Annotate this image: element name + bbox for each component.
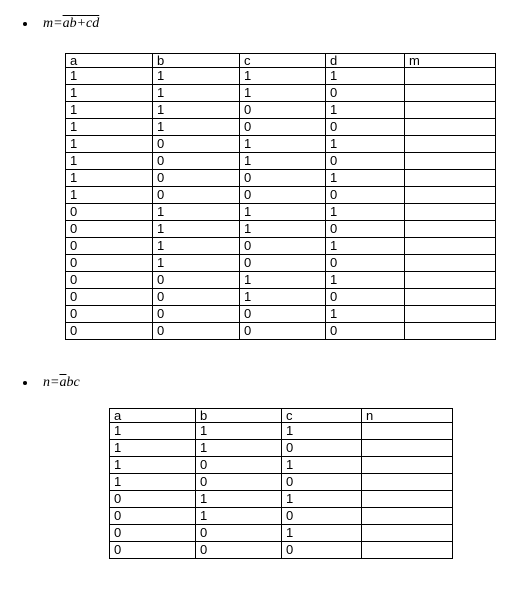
table-m-cell-m bbox=[405, 153, 496, 170]
table-m-cell-b: 0 bbox=[153, 306, 240, 323]
table-row bbox=[66, 238, 496, 255]
table-m-cell-m bbox=[405, 136, 496, 153]
table-n-cell-c: 0 bbox=[282, 474, 362, 491]
table-m-cell-d: 0 bbox=[326, 85, 405, 102]
table-m-cell-m bbox=[405, 238, 496, 255]
table-n-header-a: a bbox=[110, 409, 196, 423]
table-m-cell-b: 0 bbox=[153, 289, 240, 306]
table-n-cell-c: 1 bbox=[282, 457, 362, 474]
table-m-cell-a: 0 bbox=[66, 306, 153, 323]
table-row bbox=[110, 474, 453, 491]
table-m-cell-a: 0 bbox=[66, 204, 153, 221]
table-m-cell-c: 0 bbox=[240, 170, 326, 187]
table-n-header-n: n bbox=[362, 409, 453, 423]
table-row bbox=[110, 423, 453, 440]
table-m-cell-a: 1 bbox=[66, 68, 153, 85]
table-n-cell-c: 0 bbox=[282, 542, 362, 559]
table-n-cell-n bbox=[362, 440, 453, 457]
formula-m-term-ab: ab bbox=[62, 16, 77, 31]
table-m-cell-b: 0 bbox=[153, 170, 240, 187]
table-n-cell-n bbox=[362, 457, 453, 474]
table-m-cell-c: 0 bbox=[240, 187, 326, 204]
table-m-cell-m bbox=[405, 272, 496, 289]
table-n-cell-b: 0 bbox=[196, 457, 282, 474]
table-row bbox=[110, 542, 453, 559]
table-m-cell-b: 0 bbox=[153, 136, 240, 153]
table-n-cell-n bbox=[362, 423, 453, 440]
table-m-cell-d: 0 bbox=[326, 119, 405, 136]
formula-m-lhs: m bbox=[43, 16, 54, 31]
table-m-cell-b: 1 bbox=[153, 119, 240, 136]
table-m-cell-a: 0 bbox=[66, 238, 153, 255]
table-m-cell-c: 0 bbox=[240, 119, 326, 136]
table-n-cell-a: 1 bbox=[110, 457, 196, 474]
table-n-cell-b: 1 bbox=[196, 423, 282, 440]
table-m-cell-d: 0 bbox=[326, 323, 405, 340]
table-row bbox=[66, 255, 496, 272]
table-m-cell-m bbox=[405, 170, 496, 187]
table-m-cell-a: 0 bbox=[66, 289, 153, 306]
table-m-cell-m bbox=[405, 187, 496, 204]
table-m-header-m: m bbox=[405, 54, 496, 68]
table-m-cell-b: 0 bbox=[153, 323, 240, 340]
table-m-cell-b: 1 bbox=[153, 68, 240, 85]
table-m-cell-b: 1 bbox=[153, 221, 240, 238]
table-m-cell-d: 0 bbox=[326, 153, 405, 170]
table-m-cell-c: 1 bbox=[240, 85, 326, 102]
table-row bbox=[66, 187, 496, 204]
bullet-point-2 bbox=[23, 381, 27, 385]
table-row bbox=[66, 85, 496, 102]
table-m-cell-d: 0 bbox=[326, 255, 405, 272]
table-n-cell-a: 0 bbox=[110, 508, 196, 525]
table-m-cell-b: 1 bbox=[153, 255, 240, 272]
table-n-cell-n bbox=[362, 508, 453, 525]
table-m-cell-m bbox=[405, 255, 496, 272]
table-m-header-a: a bbox=[66, 54, 153, 68]
table-row bbox=[66, 306, 496, 323]
table-row bbox=[66, 289, 496, 306]
table-m-cell-a: 1 bbox=[66, 119, 153, 136]
truth-table-m bbox=[65, 53, 496, 340]
table-n-cell-b: 1 bbox=[196, 440, 282, 457]
table-m-cell-d: 1 bbox=[326, 136, 405, 153]
table-n-cell-n bbox=[362, 525, 453, 542]
table-row bbox=[66, 221, 496, 238]
table-m-cell-m bbox=[405, 289, 496, 306]
table-row bbox=[66, 204, 496, 221]
table-m-cell-a: 1 bbox=[66, 170, 153, 187]
table-m-cell-c: 1 bbox=[240, 136, 326, 153]
table-n-cell-n bbox=[362, 542, 453, 559]
table-m-cell-a: 1 bbox=[66, 102, 153, 119]
table-m-cell-d: 0 bbox=[326, 221, 405, 238]
table-m-cell-c: 0 bbox=[240, 255, 326, 272]
table-n-cell-b: 1 bbox=[196, 491, 282, 508]
table-m-header-b: b bbox=[153, 54, 240, 68]
table-row bbox=[66, 136, 496, 153]
table-n-cell-c: 0 bbox=[282, 508, 362, 525]
table-row bbox=[110, 491, 453, 508]
table-n-cell-a: 0 bbox=[110, 525, 196, 542]
table-m-cell-d: 1 bbox=[326, 68, 405, 85]
formula-m bbox=[43, 16, 99, 32]
table-row bbox=[66, 68, 496, 85]
table-m-cell-m bbox=[405, 204, 496, 221]
formula-n bbox=[43, 375, 80, 391]
table-m-cell-b: 0 bbox=[153, 153, 240, 170]
table-row bbox=[66, 102, 496, 119]
table-m-cell-c: 0 bbox=[240, 238, 326, 255]
table-n-cell-b: 0 bbox=[196, 525, 282, 542]
truth-table-n bbox=[109, 408, 453, 559]
table-n-cell-b: 1 bbox=[196, 508, 282, 525]
table-n-cell-c: 1 bbox=[282, 423, 362, 440]
bullet-point-1 bbox=[23, 22, 27, 26]
table-m-cell-a: 0 bbox=[66, 221, 153, 238]
table-m-cell-m bbox=[405, 119, 496, 136]
table-m-cell-m bbox=[405, 306, 496, 323]
table-m-cell-m bbox=[405, 323, 496, 340]
table-m-cell-b: 0 bbox=[153, 272, 240, 289]
table-n-cell-c: 1 bbox=[282, 491, 362, 508]
table-m-cell-d: 0 bbox=[326, 289, 405, 306]
table-m-cell-a: 0 bbox=[66, 323, 153, 340]
table-row bbox=[110, 508, 453, 525]
table-m-cell-d: 1 bbox=[326, 306, 405, 323]
table-m-cell-d: 1 bbox=[326, 272, 405, 289]
table-m-cell-b: 1 bbox=[153, 204, 240, 221]
table-m-cell-c: 0 bbox=[240, 102, 326, 119]
formula-m-plus: + bbox=[76, 16, 87, 31]
table-row bbox=[110, 457, 453, 474]
table-m-cell-b: 1 bbox=[153, 85, 240, 102]
table-row bbox=[66, 272, 496, 289]
table-m-header-row bbox=[66, 54, 496, 68]
table-row bbox=[66, 153, 496, 170]
table-n-cell-a: 1 bbox=[110, 474, 196, 491]
table-m-cell-c: 1 bbox=[240, 153, 326, 170]
table-n-cell-a: 1 bbox=[110, 440, 196, 457]
table-m-cell-b: 1 bbox=[153, 102, 240, 119]
table-m-cell-d: 0 bbox=[326, 187, 405, 204]
table-m-cell-m bbox=[405, 68, 496, 85]
table-m-cell-c: 1 bbox=[240, 68, 326, 85]
table-n-cell-a: 0 bbox=[110, 542, 196, 559]
table-m-cell-b: 1 bbox=[153, 238, 240, 255]
table-m-cell-m bbox=[405, 85, 496, 102]
table-n-cell-a: 1 bbox=[110, 423, 196, 440]
formula-n-equals: = bbox=[50, 375, 60, 390]
table-m-cell-m bbox=[405, 221, 496, 238]
table-n-cell-b: 0 bbox=[196, 474, 282, 491]
table-m-cell-b: 0 bbox=[153, 187, 240, 204]
formula-m-negated-term bbox=[63, 16, 100, 31]
table-n-cell-b: 0 bbox=[196, 542, 282, 559]
formula-n-lhs: n bbox=[43, 375, 50, 390]
table-n-cell-a: 0 bbox=[110, 491, 196, 508]
table-m-header-d: d bbox=[326, 54, 405, 68]
table-m-cell-c: 1 bbox=[240, 204, 326, 221]
formula-m-term-cd: cd bbox=[86, 16, 100, 31]
table-n-cell-n bbox=[362, 474, 453, 491]
table-row bbox=[66, 323, 496, 340]
formula-n-term-bc: bc bbox=[66, 375, 80, 390]
table-n-header-b: b bbox=[196, 409, 282, 423]
table-row bbox=[110, 525, 453, 542]
table-m-cell-a: 0 bbox=[66, 272, 153, 289]
table-row bbox=[110, 440, 453, 457]
table-m-cell-a: 1 bbox=[66, 187, 153, 204]
table-n-cell-c: 0 bbox=[282, 440, 362, 457]
table-n-header-row bbox=[110, 409, 453, 423]
table-row bbox=[66, 170, 496, 187]
table-m-cell-a: 1 bbox=[66, 136, 153, 153]
table-n-cell-n bbox=[362, 491, 453, 508]
table-m-cell-c: 0 bbox=[240, 323, 326, 340]
table-m-cell-c: 0 bbox=[240, 306, 326, 323]
table-m-cell-d: 1 bbox=[326, 102, 405, 119]
table-m-cell-d: 1 bbox=[326, 238, 405, 255]
table-m-cell-m bbox=[405, 102, 496, 119]
table-m-cell-c: 1 bbox=[240, 272, 326, 289]
table-m-cell-c: 1 bbox=[240, 289, 326, 306]
formula-n-negated-a: $\overline{a}$ bbox=[59, 375, 67, 390]
table-n-header-c: c bbox=[282, 409, 362, 423]
table-m-cell-a: 0 bbox=[66, 255, 153, 272]
table-m-cell-c: 1 bbox=[240, 221, 326, 238]
table-m-cell-d: 1 bbox=[326, 204, 405, 221]
table-row bbox=[66, 119, 496, 136]
table-m-cell-a: 1 bbox=[66, 85, 153, 102]
table-n-cell-c: 1 bbox=[282, 525, 362, 542]
table-m-header-c: c bbox=[240, 54, 326, 68]
table-m-cell-d: 1 bbox=[326, 170, 405, 187]
formula-m-equals: = bbox=[53, 16, 63, 31]
table-m-cell-a: 1 bbox=[66, 153, 153, 170]
